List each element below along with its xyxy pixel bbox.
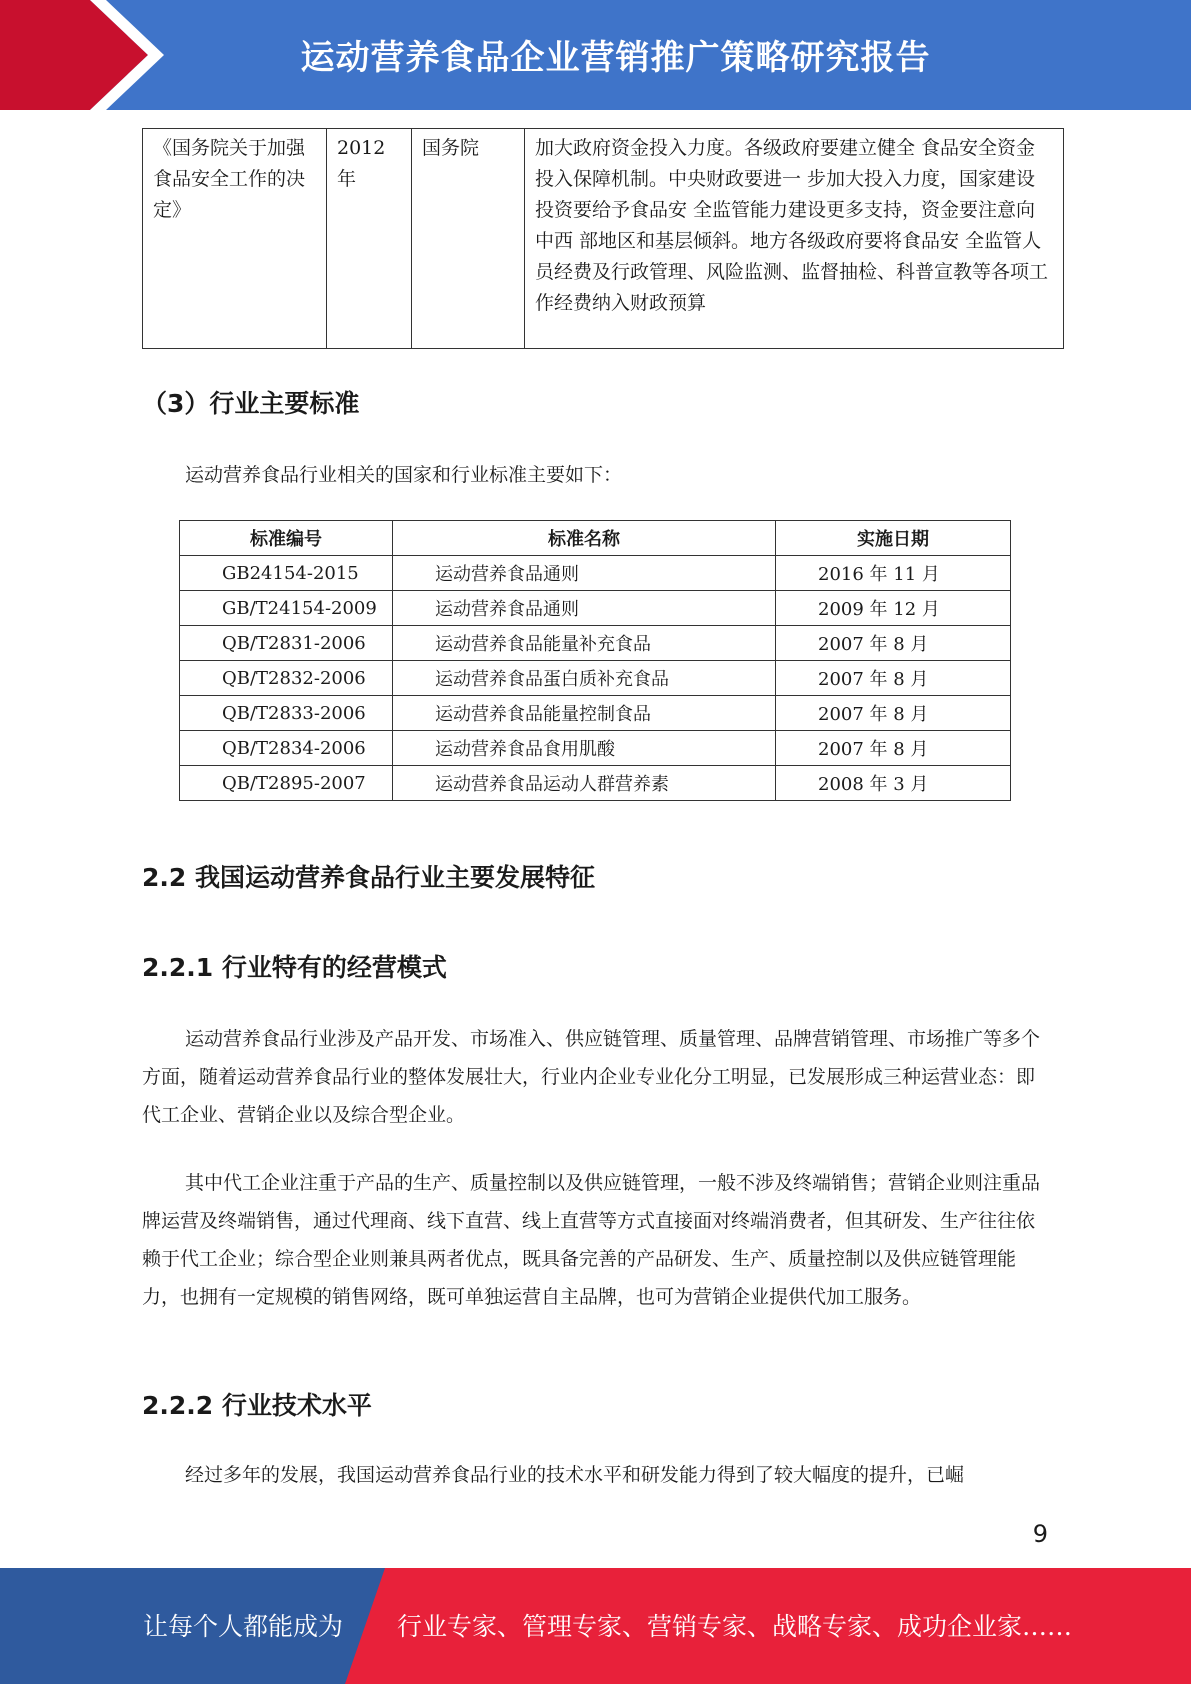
table-cell: 运动营养食品食用肌酸: [393, 731, 776, 766]
paragraph: 运动营养食品行业涉及产品开发、市场准入、供应链管理、质量管理、品牌营销管理、市场推广等多个方面，随着运动营养食品行业的整体发展壮大，行业内企业专业化分工明显，已发展形成三种运营业态：即代工企业、营销企业以及综合型企业。: [142, 1028, 1041, 1126]
table-row: [180, 661, 1011, 696]
column-header: 实施日期: [776, 521, 1011, 556]
paragraph: 经过多年的发展，我国运动营养食品行业的技术水平和研发能力得到了较大幅度的提升，已崛: [185, 1464, 965, 1486]
subsection-heading: 2.2.2 行业技术水平: [142, 1391, 372, 1420]
table-cell: GB24154-2015: [180, 556, 393, 591]
table-cell: 2016 年 11 月: [776, 556, 1011, 591]
table-cell: 2007 年 8 月: [776, 696, 1011, 731]
table-cell: 运动营养食品运动人群营养素: [393, 766, 776, 801]
footer-slogan-left: 让每个人都能成为: [143, 1612, 344, 1641]
table-cell: 运动营养食品通则: [393, 556, 776, 591]
table-row: [143, 129, 1064, 349]
table-cell: GB/T24154-2009: [180, 591, 393, 626]
standards-table: [179, 520, 1011, 801]
section-heading: （3）行业主要标准: [142, 389, 360, 418]
table-cell: QB/T2832-2006: [180, 661, 393, 696]
table-cell: QB/T2833-2006: [180, 696, 393, 731]
policy-table: [142, 128, 1064, 349]
page-header: [0, 0, 1191, 110]
section-heading: 2.2 我国运动营养食品行业主要发展特征: [142, 863, 595, 892]
paragraph: 运动营养食品行业相关的国家和行业标准主要如下：: [185, 464, 623, 486]
table-row: [180, 626, 1011, 661]
table-row: [180, 766, 1011, 801]
table-cell: 运动营养食品能量补充食品: [393, 626, 776, 661]
table-cell: 运动营养食品能量控制食品: [393, 696, 776, 731]
footer-slogan-right: 行业专家、管理专家、营销专家、战略专家、成功企业家……: [397, 1612, 1073, 1641]
table-row: [180, 556, 1011, 591]
column-header: 标准编号: [180, 521, 393, 556]
table-cell: 运动营养食品通则: [393, 591, 776, 626]
report-title: 运动营养食品企业营销推广策略研究报告: [300, 38, 931, 78]
table-cell: QB/T2831-2006: [180, 626, 393, 661]
policy-issuer: 国务院: [412, 129, 525, 349]
table-cell: 2008 年 3 月: [776, 766, 1011, 801]
table-header-row: [180, 521, 1011, 556]
table-cell: 2009 年 12 月: [776, 591, 1011, 626]
paragraph: 其中代工企业注重于产品的生产、质量控制以及供应链管理，一般不涉及终端销售；营销企业则注重品牌运营及终端销售，通过代理商、线下直营、线上直营等方式直接面对终端消费者，但其研发、生产往往依赖于代工企业；综合型企业则兼具两者优点，既具备完善的产品研发、生产、质量控制以及供应链管理能力，也拥有一定规模的销售网络，既可单独运营自主品牌，也可为营销企业提供代加工服务。: [142, 1172, 1041, 1308]
table-cell: 2007 年 8 月: [776, 661, 1011, 696]
column-header: 标准名称: [393, 521, 776, 556]
table-cell: QB/T2834-2006: [180, 731, 393, 766]
page-footer: [0, 1568, 1191, 1684]
table-cell: 2007 年 8 月: [776, 731, 1011, 766]
table-row: [180, 591, 1011, 626]
table-row: [180, 696, 1011, 731]
table-row: [180, 731, 1011, 766]
subsection-heading: 2.2.1 行业特有的经营模式: [142, 953, 447, 982]
policy-year: 2012 年: [327, 129, 412, 349]
table-cell: QB/T2895-2007: [180, 766, 393, 801]
table-cell: 运动营养食品蛋白质补充食品: [393, 661, 776, 696]
table-cell: 2007 年 8 月: [776, 626, 1011, 661]
page-number: 9: [1032, 1520, 1048, 1548]
policy-name: 《国务院关于加强食品安全工作的决定》: [143, 129, 327, 349]
policy-content: 加大政府资金投入力度。各级政府要建立健全 食品安全资金投入保障机制。中央财政要进一 步加大投入力度，国家建设投资要给予食品安 全监管能力建设更多支持，资金要注意向中西 部地区和基层倾斜。地方各级政府要将食品安 全监管人员经费及行政管理、风险监测、监督抽检、科普宣教等各项工作经费纳入财政预算: [525, 129, 1064, 349]
